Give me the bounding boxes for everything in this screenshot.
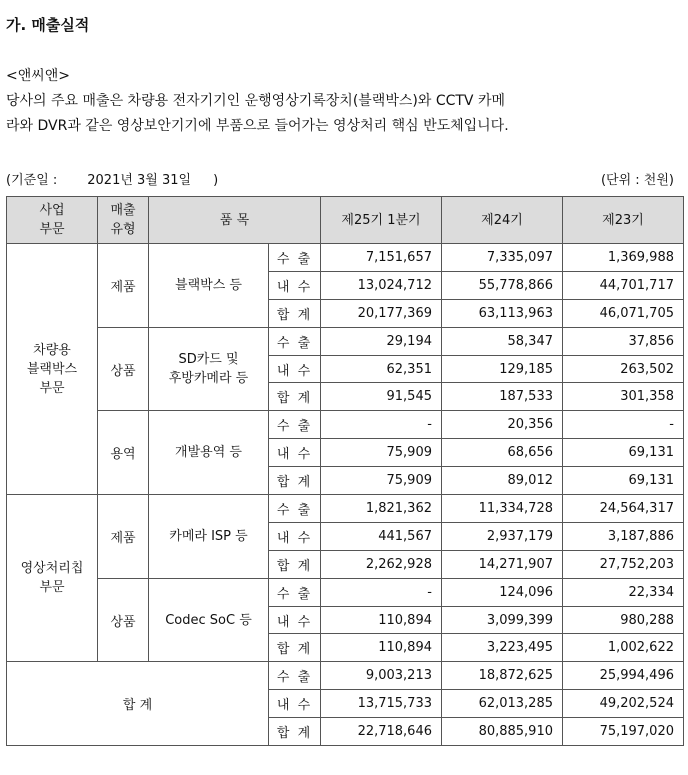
section-heading: 가. 매출실적 <box>6 16 90 34</box>
value-cell: - <box>321 578 442 606</box>
total-value-cell: 25,994,496 <box>563 662 684 690</box>
flow-cell: 수 출 <box>269 327 321 355</box>
value-cell: 69,131 <box>563 439 684 467</box>
value-cell: 3,223,495 <box>442 634 563 662</box>
table-row <box>7 244 684 272</box>
label-line: 후방카메라 등 <box>168 371 249 386</box>
value-cell: 129,185 <box>442 355 563 383</box>
value-cell: 29,194 <box>321 327 442 355</box>
flow-cell: 내 수 <box>269 439 321 467</box>
value-cell: 301,358 <box>563 383 684 411</box>
value-cell: 44,701,717 <box>563 271 684 299</box>
value-cell: 63,113,963 <box>442 299 563 327</box>
base-date-label: (기준일 : <box>6 173 58 188</box>
value-cell: - <box>321 411 442 439</box>
label-line: 부문 <box>39 380 65 396</box>
segment-cell <box>7 495 98 662</box>
table-row <box>7 411 684 439</box>
base-date <box>6 169 218 188</box>
total-value-cell: 13,715,733 <box>321 690 442 718</box>
header-product: 품 목 <box>149 197 321 244</box>
product-item-cell <box>149 244 269 328</box>
value-cell: 7,151,657 <box>321 244 442 272</box>
value-cell: 13,024,712 <box>321 271 442 299</box>
flow-cell: 합 계 <box>269 383 321 411</box>
value-cell: 55,778,866 <box>442 271 563 299</box>
value-cell: 58,347 <box>442 327 563 355</box>
value-cell: 11,334,728 <box>442 495 563 523</box>
value-cell: 1,002,622 <box>563 634 684 662</box>
header-row <box>7 197 684 244</box>
value-cell: 2,937,179 <box>442 522 563 550</box>
value-cell: 124,096 <box>442 578 563 606</box>
label-line: 블랙박스 <box>26 361 78 377</box>
value-cell: 46,071,705 <box>563 299 684 327</box>
table-body <box>7 244 684 746</box>
value-cell: 89,012 <box>442 467 563 495</box>
flow-cell: 수 출 <box>269 578 321 606</box>
table-row <box>7 327 684 355</box>
sales-type-cell: 제품 <box>98 244 149 328</box>
value-cell: 27,752,203 <box>563 550 684 578</box>
value-cell: - <box>563 411 684 439</box>
flow-cell: 합 계 <box>269 467 321 495</box>
product-item-cell <box>149 578 269 662</box>
total-value-cell: 80,885,910 <box>442 718 563 746</box>
value-cell: 1,821,362 <box>321 495 442 523</box>
intro-paragraph <box>6 64 686 139</box>
value-cell: 263,502 <box>563 355 684 383</box>
value-cell: 187,533 <box>442 383 563 411</box>
base-date-value: 2021년 3월 31일 <box>87 173 192 188</box>
flow-cell: 내 수 <box>269 355 321 383</box>
value-cell: 110,894 <box>321 606 442 634</box>
total-value-cell: 22,718,646 <box>321 718 442 746</box>
base-date-close: ) <box>213 173 219 188</box>
value-cell: 62,351 <box>321 355 442 383</box>
value-cell: 20,356 <box>442 411 563 439</box>
value-cell: 69,131 <box>563 467 684 495</box>
table-row <box>7 495 684 523</box>
sales-type-cell: 상품 <box>98 327 149 411</box>
sales-type-cell: 제품 <box>98 495 149 579</box>
flow-cell: 합 계 <box>269 718 321 746</box>
value-cell: 68,656 <box>442 439 563 467</box>
sales-type-cell: 상품 <box>98 578 149 662</box>
value-cell: 980,288 <box>563 606 684 634</box>
header-sales-type: 매출 유형 <box>98 197 149 244</box>
segment-cell <box>7 244 98 495</box>
intro-line-2: 라와 DVR과 같은 영상보안기기에 부품으로 들어가는 영상처리 핵심 반도체입니다. <box>6 118 509 134</box>
value-cell: 14,271,907 <box>442 550 563 578</box>
flow-cell: 내 수 <box>269 271 321 299</box>
value-cell: 91,545 <box>321 383 442 411</box>
label-line: 블랙박스 등 <box>175 277 242 293</box>
label-line: 부문 <box>39 580 65 596</box>
total-value-cell: 18,872,625 <box>442 662 563 690</box>
total-row <box>7 662 684 690</box>
value-cell: 110,894 <box>321 634 442 662</box>
value-cell: 20,177,369 <box>321 299 442 327</box>
intro-line-1: 당사의 주요 매출은 차량용 전자기기인 운행영상기록장치(블랙박스)와 CCTV 카메 <box>6 93 505 109</box>
value-cell: 22,334 <box>563 578 684 606</box>
value-cell: 75,909 <box>321 439 442 467</box>
header-period-24: 제24기 <box>442 197 563 244</box>
value-cell: 24,564,317 <box>563 495 684 523</box>
total-value-cell: 9,003,213 <box>321 662 442 690</box>
sales-table <box>6 196 684 746</box>
flow-cell: 내 수 <box>269 522 321 550</box>
product-item-cell <box>149 327 269 411</box>
label-line: SD카드 및 <box>178 352 239 367</box>
total-value-cell: 62,013,285 <box>442 690 563 718</box>
sales-type-cell: 용역 <box>98 411 149 495</box>
value-cell: 1,369,988 <box>563 244 684 272</box>
product-item-cell <box>149 495 269 579</box>
value-cell: 3,099,399 <box>442 606 563 634</box>
value-cell: 37,856 <box>563 327 684 355</box>
value-cell: 441,567 <box>321 522 442 550</box>
label-line: 영상처리칩 <box>20 561 84 577</box>
flow-cell: 수 출 <box>269 662 321 690</box>
header-segment: 사업 부문 <box>7 197 98 244</box>
label-line: 카메라 ISP 등 <box>169 528 248 544</box>
label-line: 차량용 <box>33 342 71 358</box>
table-row <box>7 578 684 606</box>
total-value-cell: 49,202,524 <box>563 690 684 718</box>
total-value-cell: 75,197,020 <box>563 718 684 746</box>
value-cell: 75,909 <box>321 467 442 495</box>
product-item-cell <box>149 411 269 495</box>
flow-cell: 내 수 <box>269 606 321 634</box>
header-period-25q1: 제25기 1분기 <box>321 197 442 244</box>
flow-cell: 수 출 <box>269 411 321 439</box>
value-cell: 3,187,886 <box>563 522 684 550</box>
flow-cell: 수 출 <box>269 495 321 523</box>
value-cell: 2,262,928 <box>321 550 442 578</box>
label-line: 개발용역 등 <box>175 445 242 461</box>
flow-cell: 합 계 <box>269 550 321 578</box>
flow-cell: 내 수 <box>269 690 321 718</box>
label-line: Codec SoC 등 <box>165 612 252 628</box>
total-label-cell: 합 계 <box>7 662 269 746</box>
flow-cell: 수 출 <box>269 244 321 272</box>
flow-cell: 합 계 <box>269 299 321 327</box>
flow-cell: 합 계 <box>269 634 321 662</box>
header-period-23: 제23기 <box>563 197 684 244</box>
value-cell: 7,335,097 <box>442 244 563 272</box>
unit-label: (단위 : 천원) <box>600 173 674 188</box>
company-name: <앤씨앤> <box>6 68 71 84</box>
